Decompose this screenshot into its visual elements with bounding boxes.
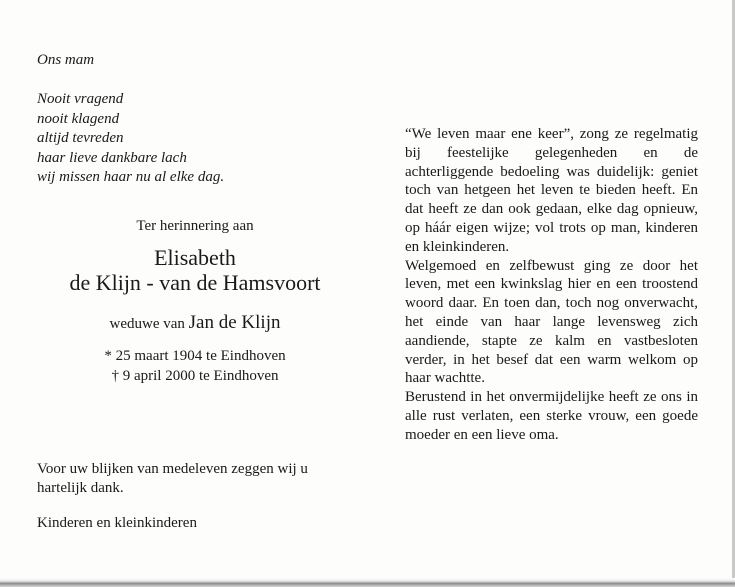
poem-line: Nooit vragend — [37, 91, 124, 107]
death-date: † 9 april 2000 te Eindhoven — [111, 368, 279, 384]
thanks-text: Voor uw blijken van medeleven zeggen wij u hartelijk dank. — [37, 461, 308, 496]
tribute-paragraph: Welgemoed en zelfbewust ging ze door het leven, met een kwinkslag hier en een troostend woord daar. En toen dan, toch nog onverwacht, het einde van haar lange levensweg zich aandiende, stapte ze kalm en vastbesloten verder, in het besef dat een warm welkom op haar wachtte. — [405, 257, 698, 387]
scan-edge-bottom — [0, 578, 735, 587]
deceased-first-name: Elisabeth — [154, 245, 236, 270]
poem — [37, 90, 224, 188]
widow-line — [30, 312, 360, 334]
poem-line: haar lieve dankbare lach — [37, 149, 187, 166]
husband-name: Jan de Klijn — [188, 312, 281, 333]
family-signature: Kinderen en kleinkinderen — [37, 515, 197, 531]
tribute-paragraph: Berustend in het onvermijdelijke heeft ze ons in alle rust verlaten, een sterke vrouw, een goede moeder en een lieve oma. — [405, 389, 698, 443]
birth-date: * 25 maart 1904 te Eindhoven — [104, 348, 286, 364]
poem-line: wij missen haar nu al elke dag. — [37, 169, 225, 186]
tribute-paragraph: “We leven maar ene keer”, zong ze regelmatig bij feestelijke gelegenheden en de achterliggende bedoeling was duidelijk: geniet toch van hetgeen het leven te bieden heeft. En dat heeft ze dan ook gedaan, elke dag opnieuw, op háár eigen wijze; vol trots op man, kinderen en kleinkinderen. — [405, 126, 698, 255]
poem-line: nooit klagend — [37, 110, 120, 127]
tribute-text — [405, 125, 698, 445]
widow-prefix: weduwe van — [109, 316, 185, 332]
in-memory-heading: Ter herinnering aan — [136, 218, 254, 234]
motto-title: Ons mam — [37, 52, 95, 68]
poem-line: altijd tevreden — [37, 130, 124, 147]
deceased-surname: de Klijn - van de Hamsvoort — [69, 270, 321, 295]
